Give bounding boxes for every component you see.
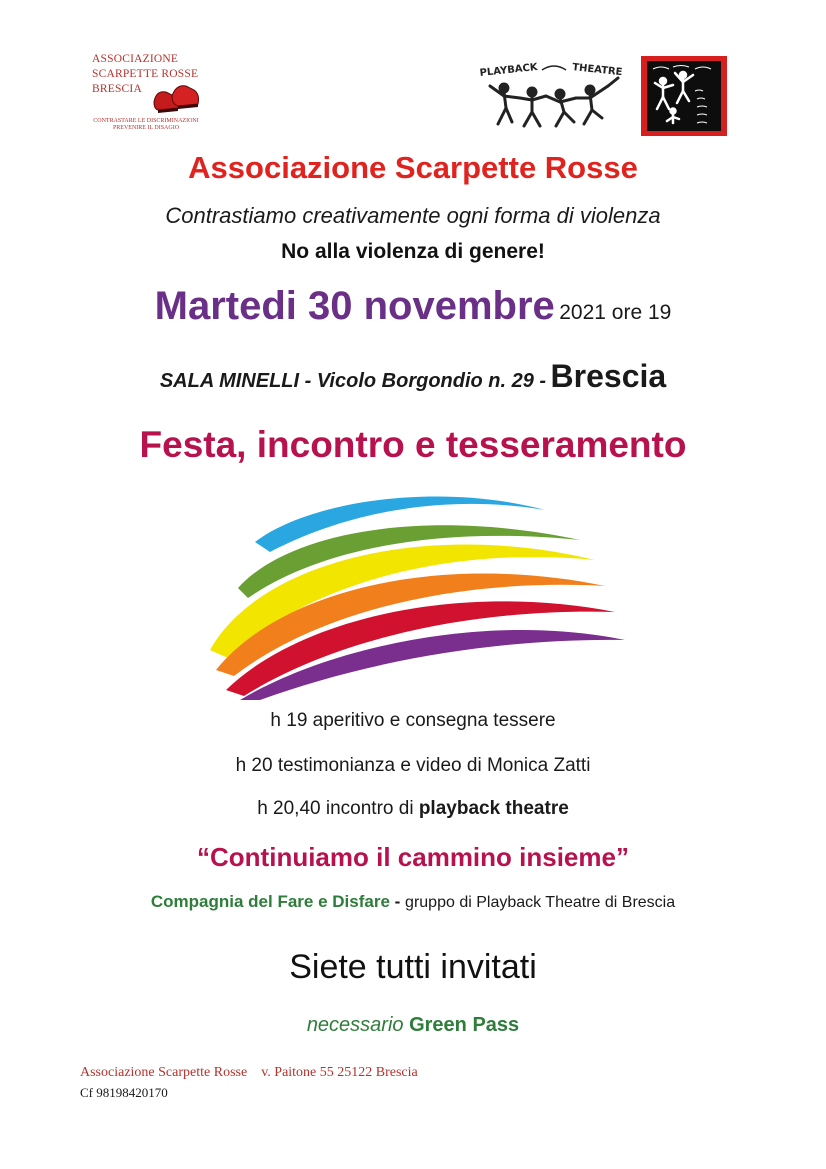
event-date-main: Martedi 30 novembre <box>154 284 555 328</box>
tagline: Contrastiamo creativamente ogni forma di violenza <box>165 203 661 228</box>
program-item-playback-bold: playback theatre <box>418 798 569 819</box>
playback-theatre-logo <box>474 56 634 136</box>
logo-line2: SCARPETTE ROSSE <box>92 68 199 80</box>
event-date-year-time: 2021 ore 19 <box>559 301 672 324</box>
pass-green-pass: Green Pass <box>409 1014 520 1036</box>
footer-address: v. Paitone 55 25122 Brescia <box>261 1065 418 1080</box>
green-pass-note <box>0 1014 826 1037</box>
event-quote: “Continuiamo il cammino insieme” <box>197 842 629 872</box>
event-venue <box>0 358 826 395</box>
footer-cf: Cf 98198420170 <box>80 1085 168 1100</box>
company-group: gruppo di Playback Theatre di Brescia <box>405 894 676 911</box>
company-dash: - <box>394 892 401 911</box>
compagnia-figures-icon <box>647 61 721 131</box>
scarpette-rosse-logo <box>92 52 207 147</box>
logo-subtitle: CONTRASTARE LE DISCRIMINAZIONI PREVENIRE IL DISAGIO <box>93 118 199 131</box>
company-line <box>0 892 826 912</box>
rainbow-band-blue <box>255 497 545 552</box>
program-item-testimonianza: h 20 testimonianza e video di Monica Zatti <box>235 755 591 776</box>
event-headline: Festa, incontro e tesseramento <box>139 424 687 465</box>
venue-city: Brescia <box>550 358 667 394</box>
footer-org: Associazione Scarpette Rosse <box>80 1065 248 1080</box>
company-name: Compagnia del Fare e Disfare <box>150 892 390 911</box>
red-shoes-icon <box>152 82 202 116</box>
program-item-playback-prefix: h 20,40 incontro di <box>257 798 414 819</box>
logo-line1: ASSOCIAZIONE <box>92 53 179 65</box>
theatre-word: THEATRE <box>571 62 623 79</box>
rainbow-image <box>200 490 625 700</box>
invitation: Siete tutti invitati <box>289 948 537 986</box>
event-date <box>0 284 826 329</box>
pass-necessary: necessario <box>306 1014 404 1036</box>
program-item-aperitivo: h 19 aperitivo e consegna tessere <box>270 710 556 731</box>
program-item-playback <box>0 798 826 820</box>
footer <box>80 1063 418 1103</box>
dancing-figures-icon <box>474 56 634 136</box>
compagnia-logo <box>641 56 727 136</box>
association-title: Associazione Scarpette Rosse <box>188 150 638 185</box>
logo-line3: BRESCIA <box>92 83 142 95</box>
slogan: No alla violenza di genere! <box>281 240 545 263</box>
playback-word: PLAYBACK <box>479 61 539 79</box>
venue-address: SALA MINELLI - Vicolo Borgondio n. 29 - <box>159 370 547 392</box>
